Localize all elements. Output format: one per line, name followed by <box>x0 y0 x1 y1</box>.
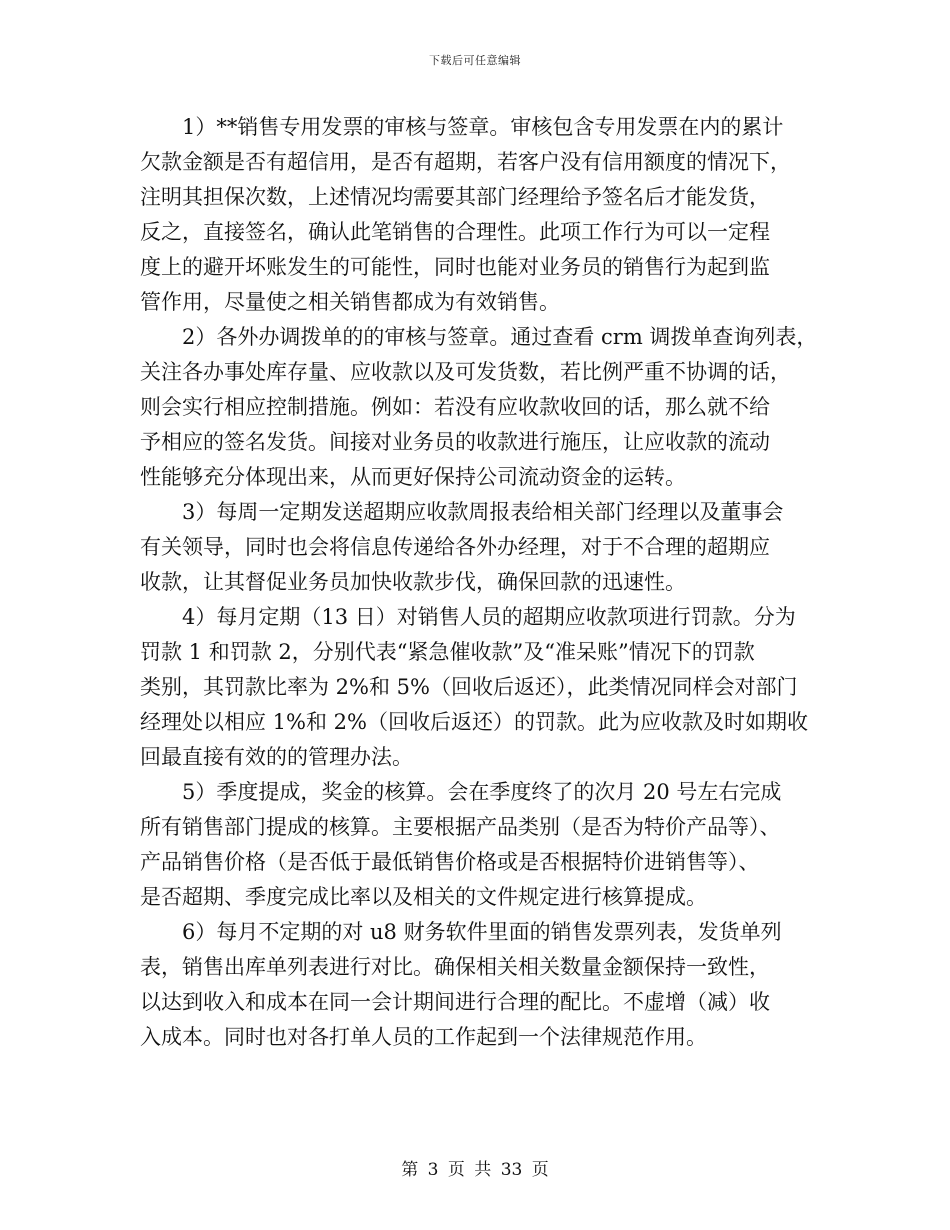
paragraph-6 <box>140 915 812 1055</box>
paragraph-3 <box>140 495 812 600</box>
paragraph-line: 有关领导，同时也会将信息传递给各外办经理，对于不合理的超期应 <box>140 535 770 559</box>
paragraph-line: 以达到收入和成本在同一会计期间进行合理的配比。不虚增（减）收 <box>140 990 770 1014</box>
paragraph-line: 回最直接有效的的管理办法。 <box>140 745 413 769</box>
paragraph-line: 关注各办事处库存量、应收款以及可发货数，若比例严重不协调的话， <box>140 360 791 384</box>
paragraph-line: 4）每月定期（13 日）对销售人员的超期应收款项进行罚款。分为 <box>182 605 796 629</box>
paragraph-line: 2）各外办调拨单的的审核与签章。通过查看 crm 调拨单查询列表， <box>182 325 818 349</box>
paragraph-line: 表，销售出库单列表进行对比。确保相关相关数量金额保持一致性， <box>140 955 770 979</box>
page-header: 下载后可任意编辑 <box>429 54 521 67</box>
paragraph-line: 所有销售部门提成的核算。主要根据产品类别（是否为特价产品等）、 <box>140 815 781 839</box>
paragraph-line: 收款，让其督促业务员加快收款步伐，确保回款的迅速性。 <box>140 570 686 594</box>
paragraph-line: 是否超期、季度完成比率以及相关的文件规定进行核算提成。 <box>140 885 707 909</box>
paragraph-line: 欠款金额是否有超信用，是否有超期，若客户没有信用额度的情况下， <box>140 150 791 174</box>
paragraph-line: 类别，其罚款比率为 2%和 5%（回收后返还），此类情况同样会对部门 <box>140 675 798 699</box>
paragraph-line: 管作用，尽量使之相关销售都成为有效销售。 <box>140 290 560 314</box>
paragraph-line: 产品销售价格（是否低于最低销售价格或是否根据特价进销售等）、 <box>140 850 760 874</box>
paragraph-2 <box>140 320 818 495</box>
paragraph-line: 1）**销售专用发票的审核与签章。审核包含专用发票在内的累计 <box>182 115 784 139</box>
paragraph-line: 予相应的签名发货。间接对业务员的收款进行施压，让应收款的流动 <box>140 430 770 454</box>
paragraph-4 <box>140 600 812 775</box>
paragraph-line: 注明其担保次数，上述情况均需要其部门经理给予签名后才能发货， <box>140 185 770 209</box>
paragraph-5 <box>140 775 812 915</box>
paragraph-line: 反之，直接签名，确认此笔销售的合理性。此项工作行为可以一定程 <box>140 220 770 244</box>
paragraph-line: 入成本。同时也对各打单人员的工作起到一个法律规范作用。 <box>140 1025 707 1049</box>
paragraph-1 <box>140 110 812 320</box>
paragraph-line: 性能够充分体现出来，从而更好保持公司流动资金的运转。 <box>140 465 686 489</box>
page-number: 第 3 页 共 33 页 <box>401 1160 549 1180</box>
paragraph-line: 则会实行相应控制措施。例如：若没有应收款收回的话，那么就不给 <box>140 395 770 419</box>
paragraph-line: 经理处以相应 1%和 2%（回收后返还）的罚款。此为应收款及时如期收 <box>140 710 808 734</box>
paragraph-line: 5）季度提成，奖金的核算。会在季度终了的次月 20 号左右完成 <box>182 780 782 804</box>
paragraph-line: 6）每月不定期的对 u8 财务软件里面的销售发票列表，发货单列 <box>182 920 782 944</box>
paragraph-line: 度上的避开坏账发生的可能性，同时也能对业务员的销售行为起到监 <box>140 255 770 279</box>
paragraph-line: 3）每周一定期发送超期应收款周报表给相关部门经理以及董事会 <box>182 500 784 524</box>
paragraph-line: 罚款 1 和罚款 2，分别代表“紧急催收款”及“准呆账”情况下的罚款 <box>140 640 755 664</box>
document-body <box>140 110 818 1055</box>
